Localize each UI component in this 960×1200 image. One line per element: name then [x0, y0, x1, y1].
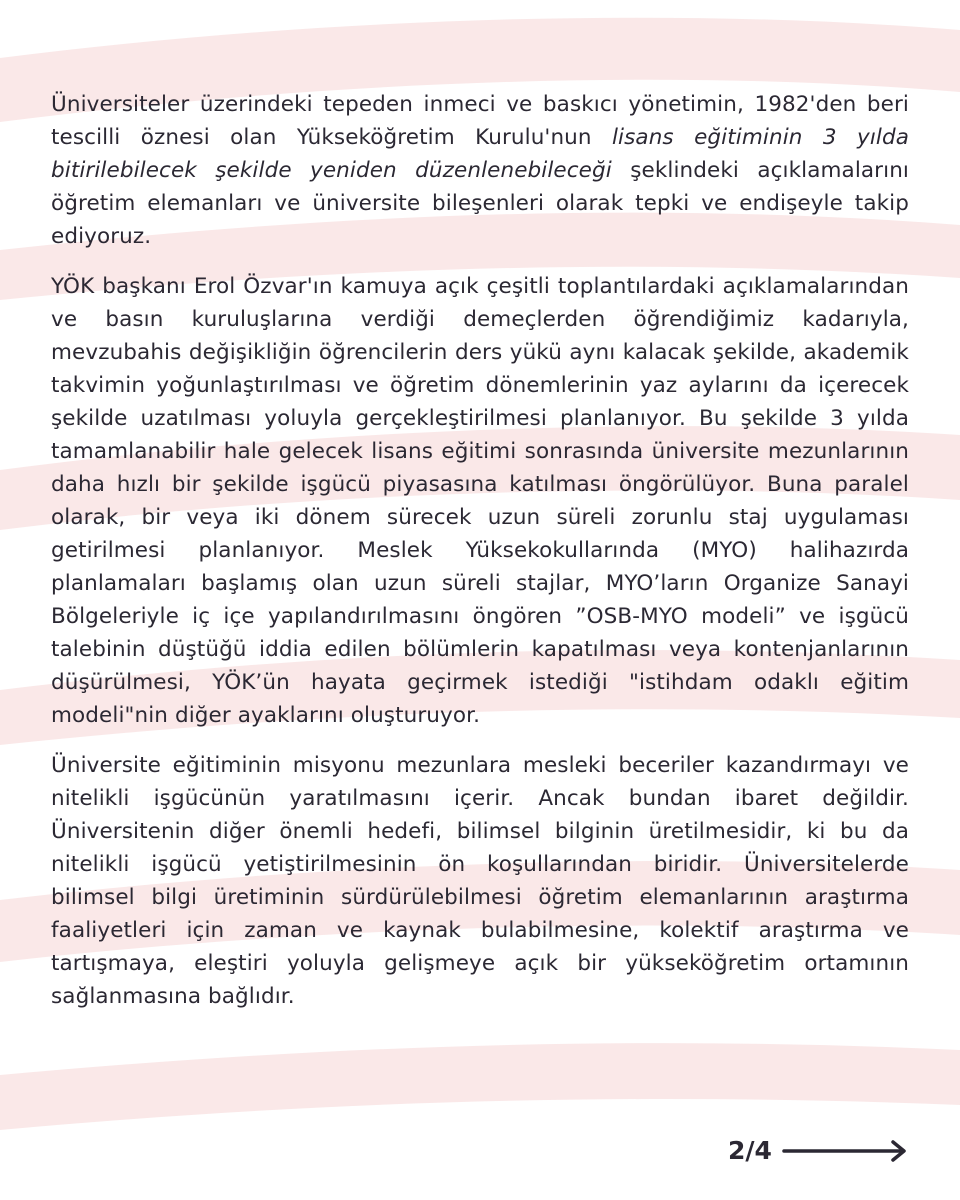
paragraph-1-lead: Üniversiteler üzerindeki tepeden inmeci ve baskıcı yönetimin, 1982'den beri tescilli öznesi olan Yükseköğretim Kurulu'nun	[51, 92, 909, 150]
paragraph-1-tail: şeklindeki açıklamalarını öğretim elemanları ve üniversite bileşenleri olarak tepki ve endişeyle takip ediyoruz.	[51, 158, 909, 249]
article-body	[51, 88, 909, 1013]
paragraph-1-emphasis: lisans eğitiminin 3 yılda bitirilebilecek şekilde yeniden düzenlenebileceği	[51, 125, 909, 183]
page-indicator: 2/4	[728, 1136, 772, 1165]
paragraph-3: Üniversite eğitiminin misyonu mezunlara mesleki beceriler kazandırmayı ve nitelikli işgücünün yaratılmasını içerir. Ancak bundan ibaret değildir. Üniversitenin diğer önemli hedefi, bilimsel bilginin üretilmesidir, ki bu da nitelikli işgücü yetiştirilmesinin ön koşullarından biridir. Üniversitelerde bilimsel bilgi üretiminin sürdürülebilmesi öğretim elemanlarının araştırma faaliyetleri için zaman ve kaynak bulabilmesine, kolektif araştırma ve tartışmaya, eleştiri yoluyla gelişmeye açık bir yükseköğretim ortamının sağlanmasına bağlıdır.	[51, 753, 909, 1009]
arrow-right-icon[interactable]	[782, 1140, 908, 1162]
pager	[728, 1132, 908, 1170]
paragraph-1	[51, 88, 909, 253]
paragraph-2: YÖK başkanı Erol Özvar'ın kamuya açık çeşitli toplantılardaki açıklamalarından ve basın kuruluşlarına verdiği demeçlerden öğrendiğimiz kadarıyla, mevzubahis değişikliğin öğrencilerin ders yükü aynı kalacak şekilde, akademik takvimin yoğunlaştırılması ve öğretim dönemlerinin yaz aylarını da içerecek şekilde uzatılması yoluyla gerçekleştirilmesi planlanıyor. Bu şekilde 3 yılda tamamlanabilir hale gelecek lisans eğitimi sonrasında üniversite mezunlarının daha hızlı bir şekilde işgücü piyasasına katılması öngörülüyor. Buna paralel olarak, bir veya iki dönem sürecek uzun süreli zorunlu staj uygulaması getirilmesi planlanıyor. Meslek Yüksekokullarında (MYO) halihazırda planlamaları başlamış olan uzun süreli stajlar, MYO’ların Organize Sanayi Bölgeleriyle iç içe yapılandırılmasını öngören ”OSB-MYO modeli” ve işgücü talebinin düştüğü iddia edilen bölümlerin kapatılması veya kontenjanlarının düşürülmesi, YÖK’ün hayata geçirmek istediği "istihdam odaklı eğitim modeli"nin diğer ayaklarını oluşturuyor.	[51, 274, 909, 728]
